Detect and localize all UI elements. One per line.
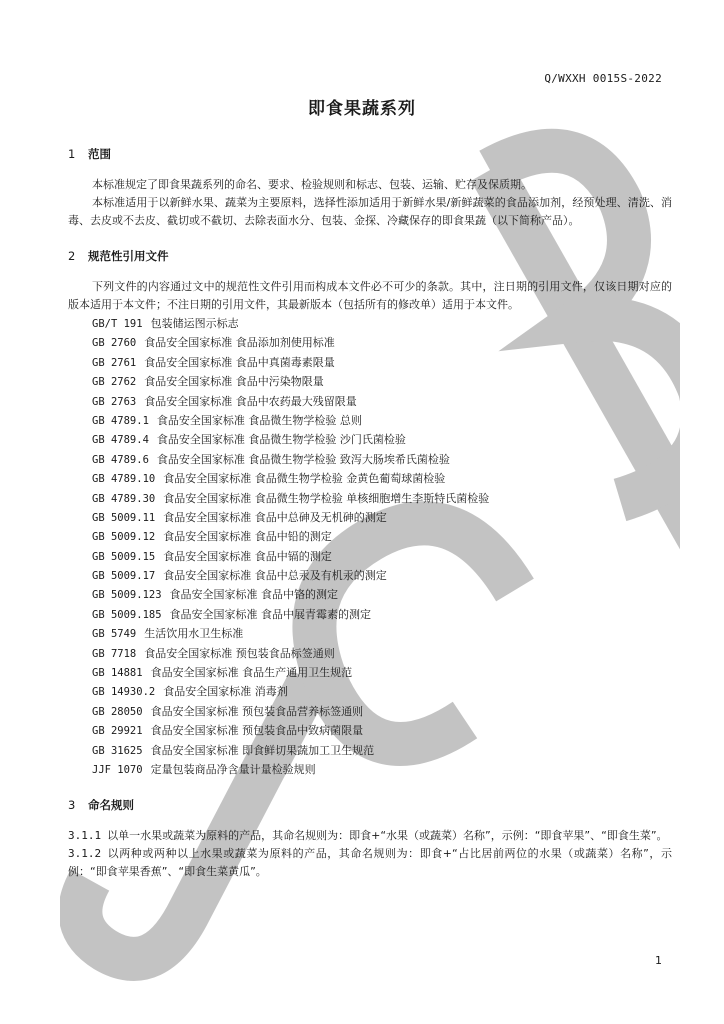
reference-code: GB 5009.17 — [92, 570, 156, 583]
section-title: 命名规则 — [88, 798, 134, 813]
reference-code: GB 5009.11 — [92, 511, 156, 524]
section-heading-scope — [68, 144, 672, 164]
reference-name: 包装储运图示标志 — [150, 317, 239, 330]
document-title: 即食果蔬系列 — [308, 99, 416, 119]
reference-name: 食品安全国家标准 食品微生物学检验 致泻大肠埃希氏菌检验 — [156, 452, 450, 466]
clause-number: 3.1.2 — [68, 847, 102, 861]
reference-code: GB 2761 — [92, 356, 137, 369]
reference-code: GB 5009.15 — [92, 550, 156, 563]
reference-item — [92, 605, 672, 624]
reference-name: 食品安全国家标准 食品中总汞及有机汞的测定 — [163, 569, 387, 583]
reference-item — [92, 624, 672, 643]
reference-code: GB 2760 — [92, 337, 137, 350]
reference-name: 食品安全国家标准 食品微生物学检验 沙门氏菌检验 — [156, 433, 406, 447]
reference-name: 食品安全国家标准 食品中污染物限量 — [144, 375, 324, 389]
reference-name: 食品安全国家标准 预包装食品营养标签通则 — [150, 704, 364, 718]
reference-item — [92, 353, 672, 372]
reference-item — [92, 682, 672, 701]
reference-code: GB 4789.10 — [92, 473, 156, 486]
section-title: 范围 — [88, 147, 111, 161]
document-body — [68, 144, 672, 881]
reference-item — [92, 392, 672, 411]
clause-text: 以两种或两种以上水果或蔬菜为原料的产品，其命名规则为：即食+“占比居前两位的水果（或蔬菜）名称”，示例：“即食苹果香蕉”、“即食生菜黄瓜”。 — [68, 847, 672, 879]
reference-code: GB 7718 — [92, 647, 137, 660]
section-title: 规范性引用文件 — [88, 249, 169, 263]
reference-name: 食品安全国家标准 食品微生物学检验 单核细胞增生李斯特氏菌检验 — [163, 491, 490, 505]
reference-item — [92, 566, 672, 585]
reference-name: 定量包装商品净含量计量检验规则 — [150, 762, 316, 776]
clause-number: 3.1.1 — [68, 829, 102, 843]
reference-name: 食品安全国家标准 消毒剂 — [163, 685, 288, 699]
reference-code: GB 5009.123 — [92, 589, 162, 602]
reference-item — [92, 585, 672, 604]
reference-name: 食品安全国家标准 食品中铬的测定 — [169, 588, 339, 602]
reference-item — [92, 450, 672, 469]
references-intro: 下列文件的内容通过文中的规范性文件引用而构成本文件必不可少的条款。其中，注日期的引用文件，仅该日期对应的版本适用于本文件；不注日期的引用文件，其最新版本（包括所有的修改单）适用于本文件。 — [68, 280, 672, 311]
reference-item — [92, 372, 672, 391]
reference-list — [92, 314, 672, 779]
reference-item — [92, 741, 672, 760]
reference-code: GB 2763 — [92, 395, 137, 408]
scope-paragraph: 本标准规定了即食果蔬系列的命名、要求、检验规则和标志、包装、运输、贮存及保质期。 — [92, 178, 532, 191]
section-heading-naming — [68, 795, 672, 815]
reference-name: 食品安全国家标准 食品中铅的测定 — [163, 530, 332, 544]
naming-clause — [68, 845, 672, 881]
reference-code: GB 5009.185 — [92, 608, 162, 621]
reference-code: GB 4789.6 — [92, 453, 149, 466]
reference-name: 食品安全国家标准 食品微生物学检验 总则 — [156, 413, 362, 427]
naming-clause — [68, 827, 672, 845]
reference-code: GB 28050 — [92, 705, 143, 718]
section-number: 2 — [68, 249, 76, 263]
reference-item — [92, 333, 672, 352]
reference-name: 食品安全国家标准 食品中总砷及无机砷的测定 — [163, 510, 387, 524]
scope-paragraph: 本标准适用于以新鲜水果、蔬菜为主要原料，选择性添加适用于新鲜水果/新鲜蔬菜的食品添加剂，经预处理、清洗、消毒、去皮或不去皮、截切或不截切、去除表面水分、包装、金探、冷藏保存的即食果蔬（以下简称产品）。 — [68, 196, 672, 227]
reference-item — [92, 527, 672, 546]
reference-name: 生活饮用水卫生标准 — [144, 627, 244, 641]
reference-name: 食品安全国家标准 食品中展青霉素的测定 — [169, 607, 372, 621]
reference-name: 食品安全国家标准 食品中真菌毒素限量 — [144, 355, 335, 369]
reference-code: GB 4789.4 — [92, 434, 149, 447]
reference-item — [92, 489, 672, 508]
reference-item — [92, 430, 672, 449]
reference-code: GB 29921 — [92, 725, 143, 738]
section-heading-references — [68, 246, 672, 266]
page-number: 1 — [655, 954, 662, 967]
reference-code: GB 31625 — [92, 744, 143, 757]
reference-item — [92, 702, 672, 721]
reference-item — [92, 469, 672, 488]
reference-name: 食品安全国家标准 食品中农药最大残留限量 — [144, 394, 357, 408]
reference-name: 食品安全国家标准 食品生产通用卫生规范 — [150, 666, 353, 680]
reference-item — [92, 314, 672, 333]
reference-item — [92, 721, 672, 740]
reference-name: 食品安全国家标准 即食鲜切果蔬加工卫生规范 — [150, 743, 375, 757]
reference-code: GB 14930.2 — [92, 686, 156, 699]
reference-item — [92, 760, 672, 779]
reference-code: GB 2762 — [92, 376, 137, 389]
reference-item — [92, 508, 672, 527]
section-number: 1 — [68, 147, 76, 161]
reference-code: JJF 1070 — [92, 763, 143, 776]
reference-code: GB 4789.1 — [92, 414, 149, 427]
reference-item — [92, 644, 672, 663]
section-number: 3 — [68, 798, 76, 813]
document-number: Q/WXXH 0015S-2022 — [544, 72, 662, 85]
reference-name: 食品安全国家标准 预包装食品中致病菌限量 — [150, 724, 364, 738]
reference-item — [92, 663, 672, 682]
reference-code: GB/T 191 — [92, 318, 143, 330]
reference-name: 食品安全国家标准 食品中镉的测定 — [163, 549, 332, 563]
reference-item — [92, 547, 672, 566]
reference-code: GB 5749 — [92, 628, 137, 641]
reference-name: 食品安全国家标准 食品添加剂使用标准 — [144, 336, 335, 350]
reference-item — [92, 411, 672, 430]
reference-code: GB 4789.30 — [92, 492, 156, 505]
reference-code: GB 14881 — [92, 667, 143, 680]
reference-name: 食品安全国家标准 预包装食品标签通则 — [144, 646, 335, 660]
reference-name: 食品安全国家标准 食品微生物学检验 金黄色葡萄球菌检验 — [163, 472, 446, 486]
clause-text: 以单一水果或蔬菜为原料的产品，其命名规则为：即食+“水果（或蔬菜）名称”，示例：“即食苹果”、“即食生菜”。 — [107, 829, 668, 843]
reference-code: GB 5009.12 — [92, 531, 156, 544]
